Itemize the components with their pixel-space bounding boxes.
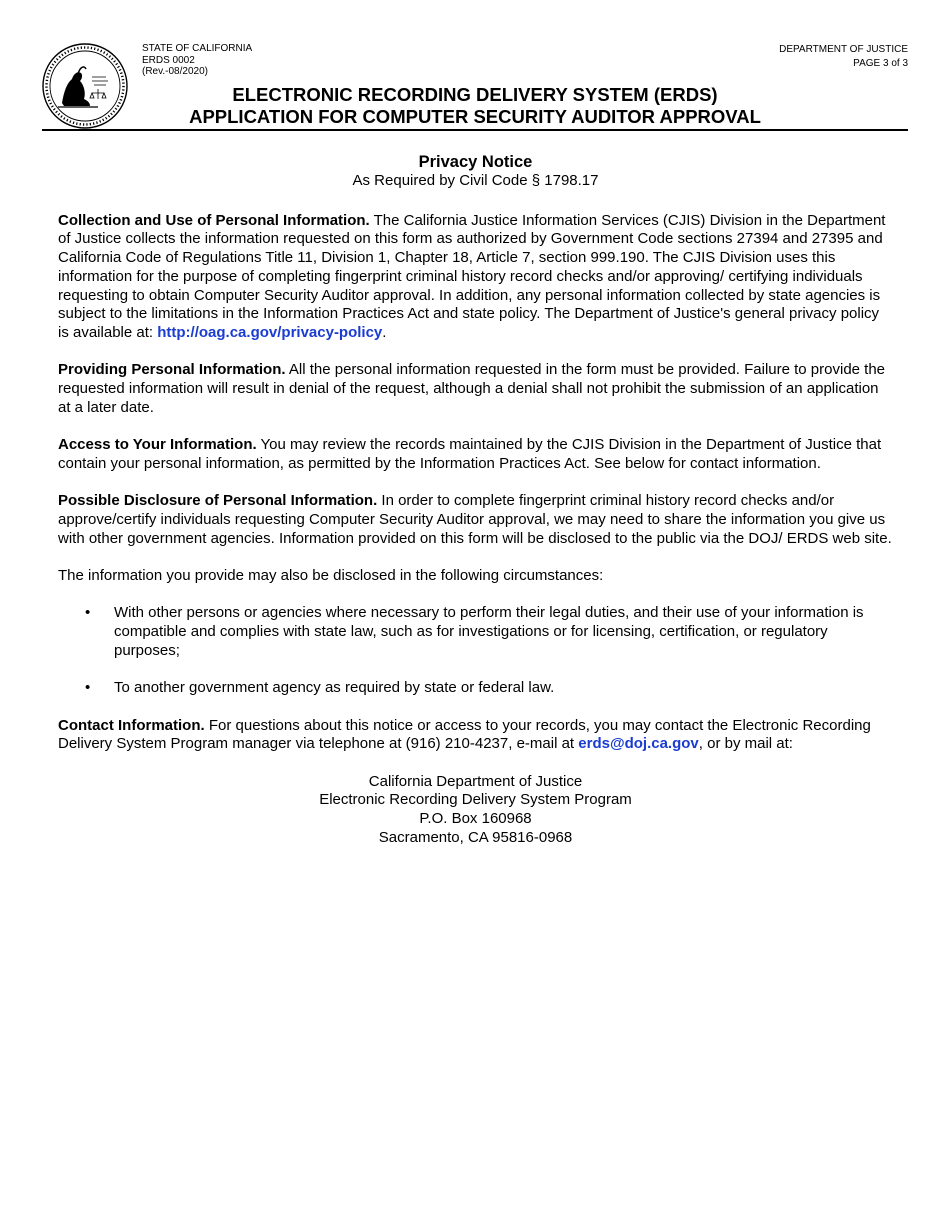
collection-paragraph bbox=[58, 212, 893, 343]
address-line: Electronic Recording Delivery System Program bbox=[319, 791, 632, 809]
providing-heading: Providing Personal Information. bbox=[58, 361, 286, 379]
disclosure-text: In order to complete fingerprint criminal history record checks and/or approve/certify individuals requesting Computer Security Auditor approval, we may need to share the information you give us with other government agencies. Information provided on this form will be disclosed to the public via the DOJ/ ERDS web site. bbox=[58, 492, 892, 547]
collection-text: The California Justice Information Services (CJIS) Division in the Department of Justice collects the information requested on this form as authorized by Government Code sections 27394 and 27395 and California Code of Regulations Title 11, Division 1, Chapter 18, Article 7, section 999.190. The CJIS Division uses this information for the purpose of completing fingerprint criminal history record checks and/or approving/ certifying individuals requesting to obtain Computer Security Auditor approval. In addition, any personal information collected by state agencies is subject to the limitations in the Information Practices Act and state policy. The Department of Justice's general privacy policy is available at: bbox=[58, 211, 886, 341]
contact-heading: Contact Information. bbox=[58, 716, 205, 734]
list-item bbox=[58, 604, 893, 660]
disclosure-paragraph bbox=[58, 492, 893, 548]
circumstances-list bbox=[58, 604, 893, 698]
privacy-policy-link[interactable]: http://oag.ca.gov/privacy-policy bbox=[157, 323, 383, 341]
form-number: ERDS 0002 bbox=[142, 54, 195, 66]
bullet-icon: • bbox=[85, 604, 91, 622]
state-label: STATE OF CALIFORNIA bbox=[142, 43, 253, 54]
form-revision: (Rev.-08/2020) bbox=[142, 66, 208, 77]
privacy-notice bbox=[58, 152, 893, 847]
form-title-line2: APPLICATION FOR COMPUTER SECURITY AUDITOR APPROVAL bbox=[189, 106, 761, 127]
header-divider bbox=[42, 129, 908, 131]
disclosure-heading: Possible Disclosure of Personal Information. bbox=[58, 492, 378, 510]
form-title-line1: ELECTRONIC RECORDING DELIVERY SYSTEM (ERDS) bbox=[232, 84, 718, 105]
email-link[interactable]: erds@doj.ca.gov bbox=[578, 735, 699, 753]
access-paragraph bbox=[58, 436, 893, 473]
collection-end: . bbox=[382, 323, 387, 341]
form-identification bbox=[142, 43, 252, 78]
bullet-text: With other persons or agencies where necessary to perform their legal duties, and their use of your information is compatible and complies with state law, such as for investigations or for licensing, certification, or regulatory purposes; bbox=[114, 604, 864, 659]
list-item bbox=[58, 679, 893, 698]
mailing-address bbox=[58, 773, 893, 848]
page-number: PAGE 3 of 3 bbox=[853, 58, 908, 69]
address-line: Sacramento, CA 95816-0968 bbox=[378, 828, 573, 846]
access-heading: Access to Your Information. bbox=[58, 436, 257, 454]
providing-text: All the personal information requested in the form must be provided. Failure to provide the requested information will result in denial of the request, although a denial shall not prohibit the submission of an application at a later date. bbox=[58, 361, 886, 416]
address-line: P.O. Box 160968 bbox=[419, 810, 532, 828]
notice-title: Privacy Notice bbox=[418, 153, 533, 171]
collection-heading: Collection and Use of Personal Information. bbox=[58, 211, 370, 229]
notice-subtitle: As Required by Civil Code § 1798.17 bbox=[352, 172, 599, 189]
contact-text: For questions about this notice or access to your records, you may contact the Electronic Recording Delivery System Program manager via telephone at (916) 210-4237, e-mail at bbox=[58, 716, 871, 753]
bullet-text: To another government agency as required by state or federal law. bbox=[114, 679, 555, 697]
circumstances-intro: The information you provide may also be disclosed in the following circumstances: bbox=[58, 567, 604, 584]
providing-paragraph bbox=[58, 361, 893, 417]
department-info bbox=[779, 43, 908, 71]
bullet-icon: • bbox=[85, 679, 91, 697]
access-text: You may review the records maintained by the CJIS Division in the Department of Justice that contain your personal information, as permitted by the Information Practices Act. See below for contact information. bbox=[58, 436, 882, 472]
address-line: California Department of Justice bbox=[368, 772, 583, 790]
department-label: DEPARTMENT OF JUSTICE bbox=[779, 44, 908, 55]
contact-end: , or by mail at: bbox=[698, 735, 793, 753]
form-title bbox=[0, 84, 950, 128]
contact-paragraph bbox=[58, 717, 893, 754]
